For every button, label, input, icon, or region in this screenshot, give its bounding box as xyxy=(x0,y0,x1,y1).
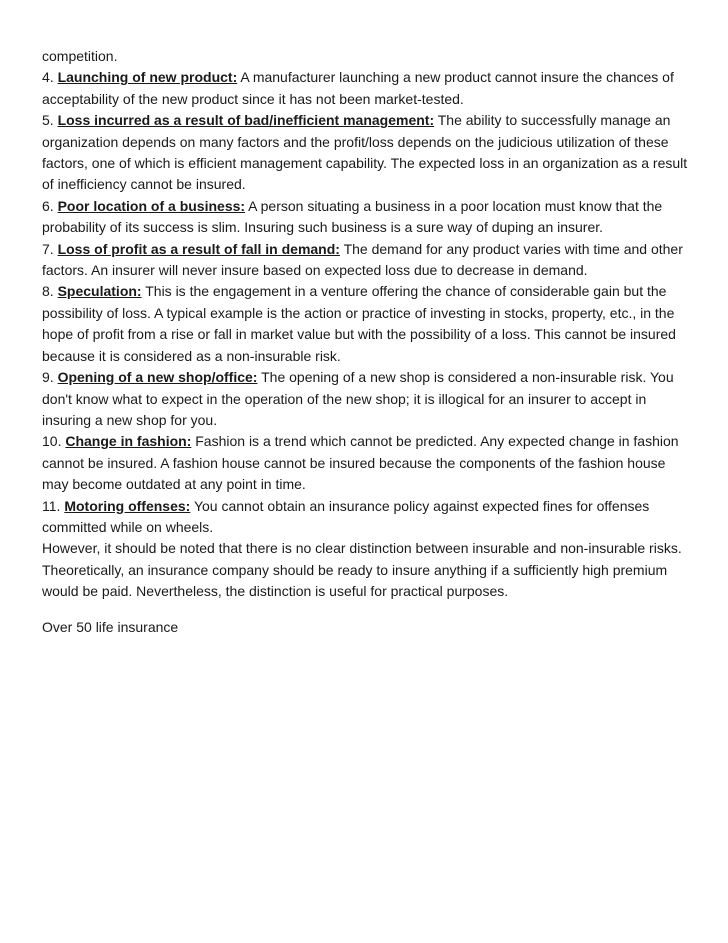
item-number: 7. xyxy=(42,240,54,257)
item-term: Poor location of a business: xyxy=(57,197,246,214)
item-text: This is the engagement in a venture offering the chance of considerable gain but the possibility of loss. A typical example is the action or practice of investing in stocks, property, etc., in the hope of profit from a rise or fall in market value but with the possibility of a loss. This cannot be insured because it is considered as a non-insurable risk. xyxy=(42,283,676,364)
item-term: Opening of a new shop/office: xyxy=(57,369,258,386)
item-term: Loss of profit as a result of fall in demand: xyxy=(57,240,340,257)
list-item xyxy=(42,496,692,539)
item-text: You cannot obtain an insurance policy against expected fines for offenses committed while on wheels. xyxy=(42,497,650,535)
item-number: 9. xyxy=(42,369,54,386)
list-item xyxy=(42,196,692,239)
item-number: 5. xyxy=(42,112,54,129)
list-item xyxy=(42,67,692,110)
list-item xyxy=(42,431,692,495)
item-term: Launching of new product: xyxy=(57,69,238,86)
item-text: The opening of a new shop is considered a non-insurable risk. You don't know what to expect in the operation of the new shop; it is illogical for an insurer to accept in insuring a new shop for you. xyxy=(42,369,674,428)
item-term: Loss incurred as a result of bad/inefficient management: xyxy=(57,112,435,129)
closing-paragraph: However, it should be noted that there is no clear distinction between insurable and non-insurable risks. Theoretically, an insurance company should be ready to insure anything if a sufficiently high premium would be paid. Nevertheless, the distinction is useful for practical purposes. xyxy=(42,540,682,600)
item-number: 11. xyxy=(42,497,61,514)
list-item xyxy=(42,281,692,367)
list-item xyxy=(42,110,692,196)
list-item xyxy=(42,367,692,431)
item-number: 8. xyxy=(42,283,54,300)
list-item xyxy=(42,239,692,282)
item-text: A person situating a business in a poor location must know that the probability of its success is slim. Insuring such business is a sure way of duping an insurer. xyxy=(42,197,663,236)
document-page xyxy=(42,46,692,638)
item-term: Speculation: xyxy=(57,283,142,300)
item-term: Motoring offenses: xyxy=(64,497,191,514)
footer-link[interactable]: Over 50 life insurance xyxy=(42,618,179,635)
item-number: 4. xyxy=(42,69,54,86)
item-number: 10. xyxy=(42,433,62,450)
item-number: 6. xyxy=(42,197,54,214)
item-text: Fashion is a trend which cannot be predicted. Any expected change in fashion cannot be insured. A fashion house cannot be insured because the components of the fashion house may become outdated at any point in time. xyxy=(42,433,679,493)
item-text: A manufacturer launching a new product cannot insure the chances of acceptability of the new product since it has not been market-tested. xyxy=(42,69,674,107)
item-text: The ability to successfully manage an organization depends on many factors and the profit/loss depends on the judicious utilization of these factors, one of which is efficient management capability. The expected loss in an organization as a result of inefficiency cannot be insured. xyxy=(42,112,688,193)
item-text: The demand for any product varies with time and other factors. An insurer will never insure based on expected loss due to decrease in demand. xyxy=(42,240,683,279)
intro-text: competition. xyxy=(42,48,118,64)
item-term: Change in fashion: xyxy=(65,433,192,450)
